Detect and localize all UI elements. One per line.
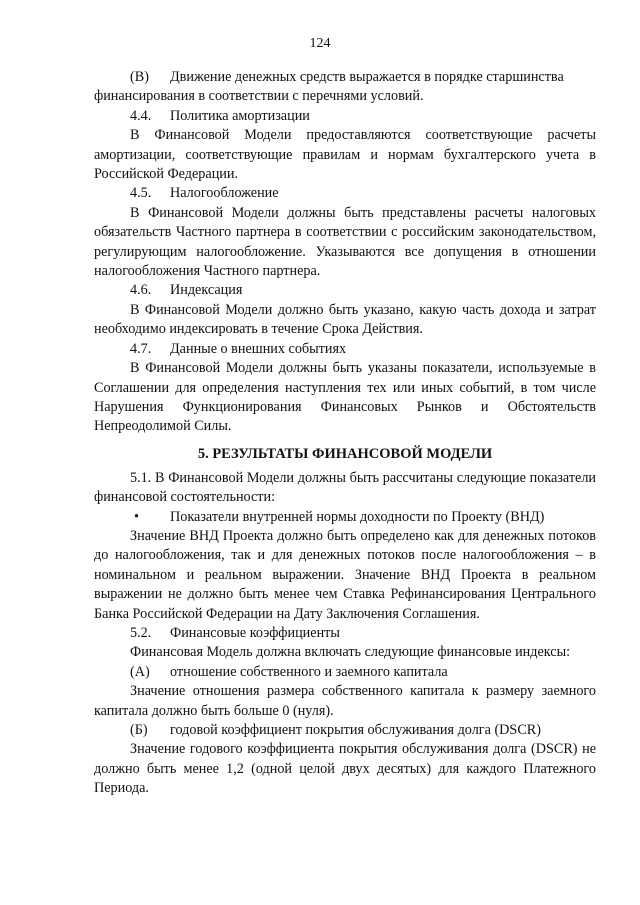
item-text: Движение денежных средств выражается в порядке старшинства [170,69,564,85]
numbered-item [130,624,596,643]
bullet-marker: • [134,508,139,525]
document-body [94,68,596,799]
paragraph: Финансовая Модель должна включать следующие финансовые индексы: [130,644,571,661]
numbered-item [130,184,596,203]
numbered-item [130,281,596,300]
page-number: 124 [309,36,331,51]
numbered-item [130,340,596,359]
item-marker: 4.7. [130,340,152,357]
item-text: Политика амортизации [170,107,310,124]
paragraph: В Финансовой Модели должны быть указаны показатели, используемые в Соглашении для определения наступления тех или иных событий, в том числе Нарушения Функционирования Финансовых Рынков и Обстоятельств Непреодолимой Силы. [94,360,596,435]
paragraph: Значение ВНД Проекта должно быть определено как для денежных потоков до налогообложения, так и для денежных потоков после налогообложения – в номинальном и реальном выражении. Значение ВНД Проекта в реальном выражении не должно быть менее чем Ставка Рефинансирования Центрального Банка Российской Федерации на Дату Заключения Соглашения. [94,527,596,622]
item-text: Данные о внешних событиях [170,340,347,357]
paragraph: Значение отношения размера собственного капитала к размеру заемного капитала должно быть больше 0 (нуля). [94,683,596,719]
item-text: Индексация [170,282,243,299]
section-heading: 5. РЕЗУЛЬТАТЫ ФИНАНСОВОЙ МОДЕЛИ [197,445,493,462]
paragraph: В Финансовой Модели должны быть представлены расчеты налоговых обязательств Частного партнера в соответствии с российским законодательством, регулирующим налогообложение. Указываются все допущения в отношении налогообложения Частного партнера. [94,204,596,280]
item-marker: (А) [130,663,150,680]
paragraph: 5.1. В Финансовой Модели должны быть рассчитаны следующие показатели финансовой состоятельности: [94,469,596,506]
bullet-item [134,508,596,527]
numbered-item [130,721,596,740]
item-text: Финансовые коэффициенты [170,624,340,641]
item-marker: 4.6. [130,282,152,299]
numbered-item [130,68,596,87]
item-text: отношение собственного и заемного капитала [170,663,448,680]
numbered-item [130,663,596,682]
paragraph: финансирования в соответствии с перечнями условий. [94,88,424,105]
numbered-item [130,107,596,126]
item-marker: (Б) [130,722,148,738]
item-marker: 4.5. [130,185,152,202]
item-marker: 5.2. [130,624,152,641]
item-text: Показатели внутренней нормы доходности по Проекту (ВНД) [170,508,545,525]
item-text: Налогообложение [170,185,279,202]
item-text: годовой коэффициент покрытия обслуживания долга (DSCR) [170,722,541,738]
item-marker: (В) [130,69,149,85]
paragraph: В Финансовой Модели предоставляются соответствующие расчеты амортизации, соответствующие правилам и нормам бухгалтерского учета в Российской Федерации. [94,127,596,183]
item-marker: 4.4. [130,107,152,124]
paragraph: В Финансовой Модели должно быть указано, какую часть дохода и затрат необходимо индексировать в течение Срока Действия. [94,301,596,338]
paragraph: Значение годового коэффициента покрытия обслуживания долга (DSCR) не должно быть менее 1,2 (одной целой двух десятых) для каждого Платежного Периода. [94,741,596,797]
